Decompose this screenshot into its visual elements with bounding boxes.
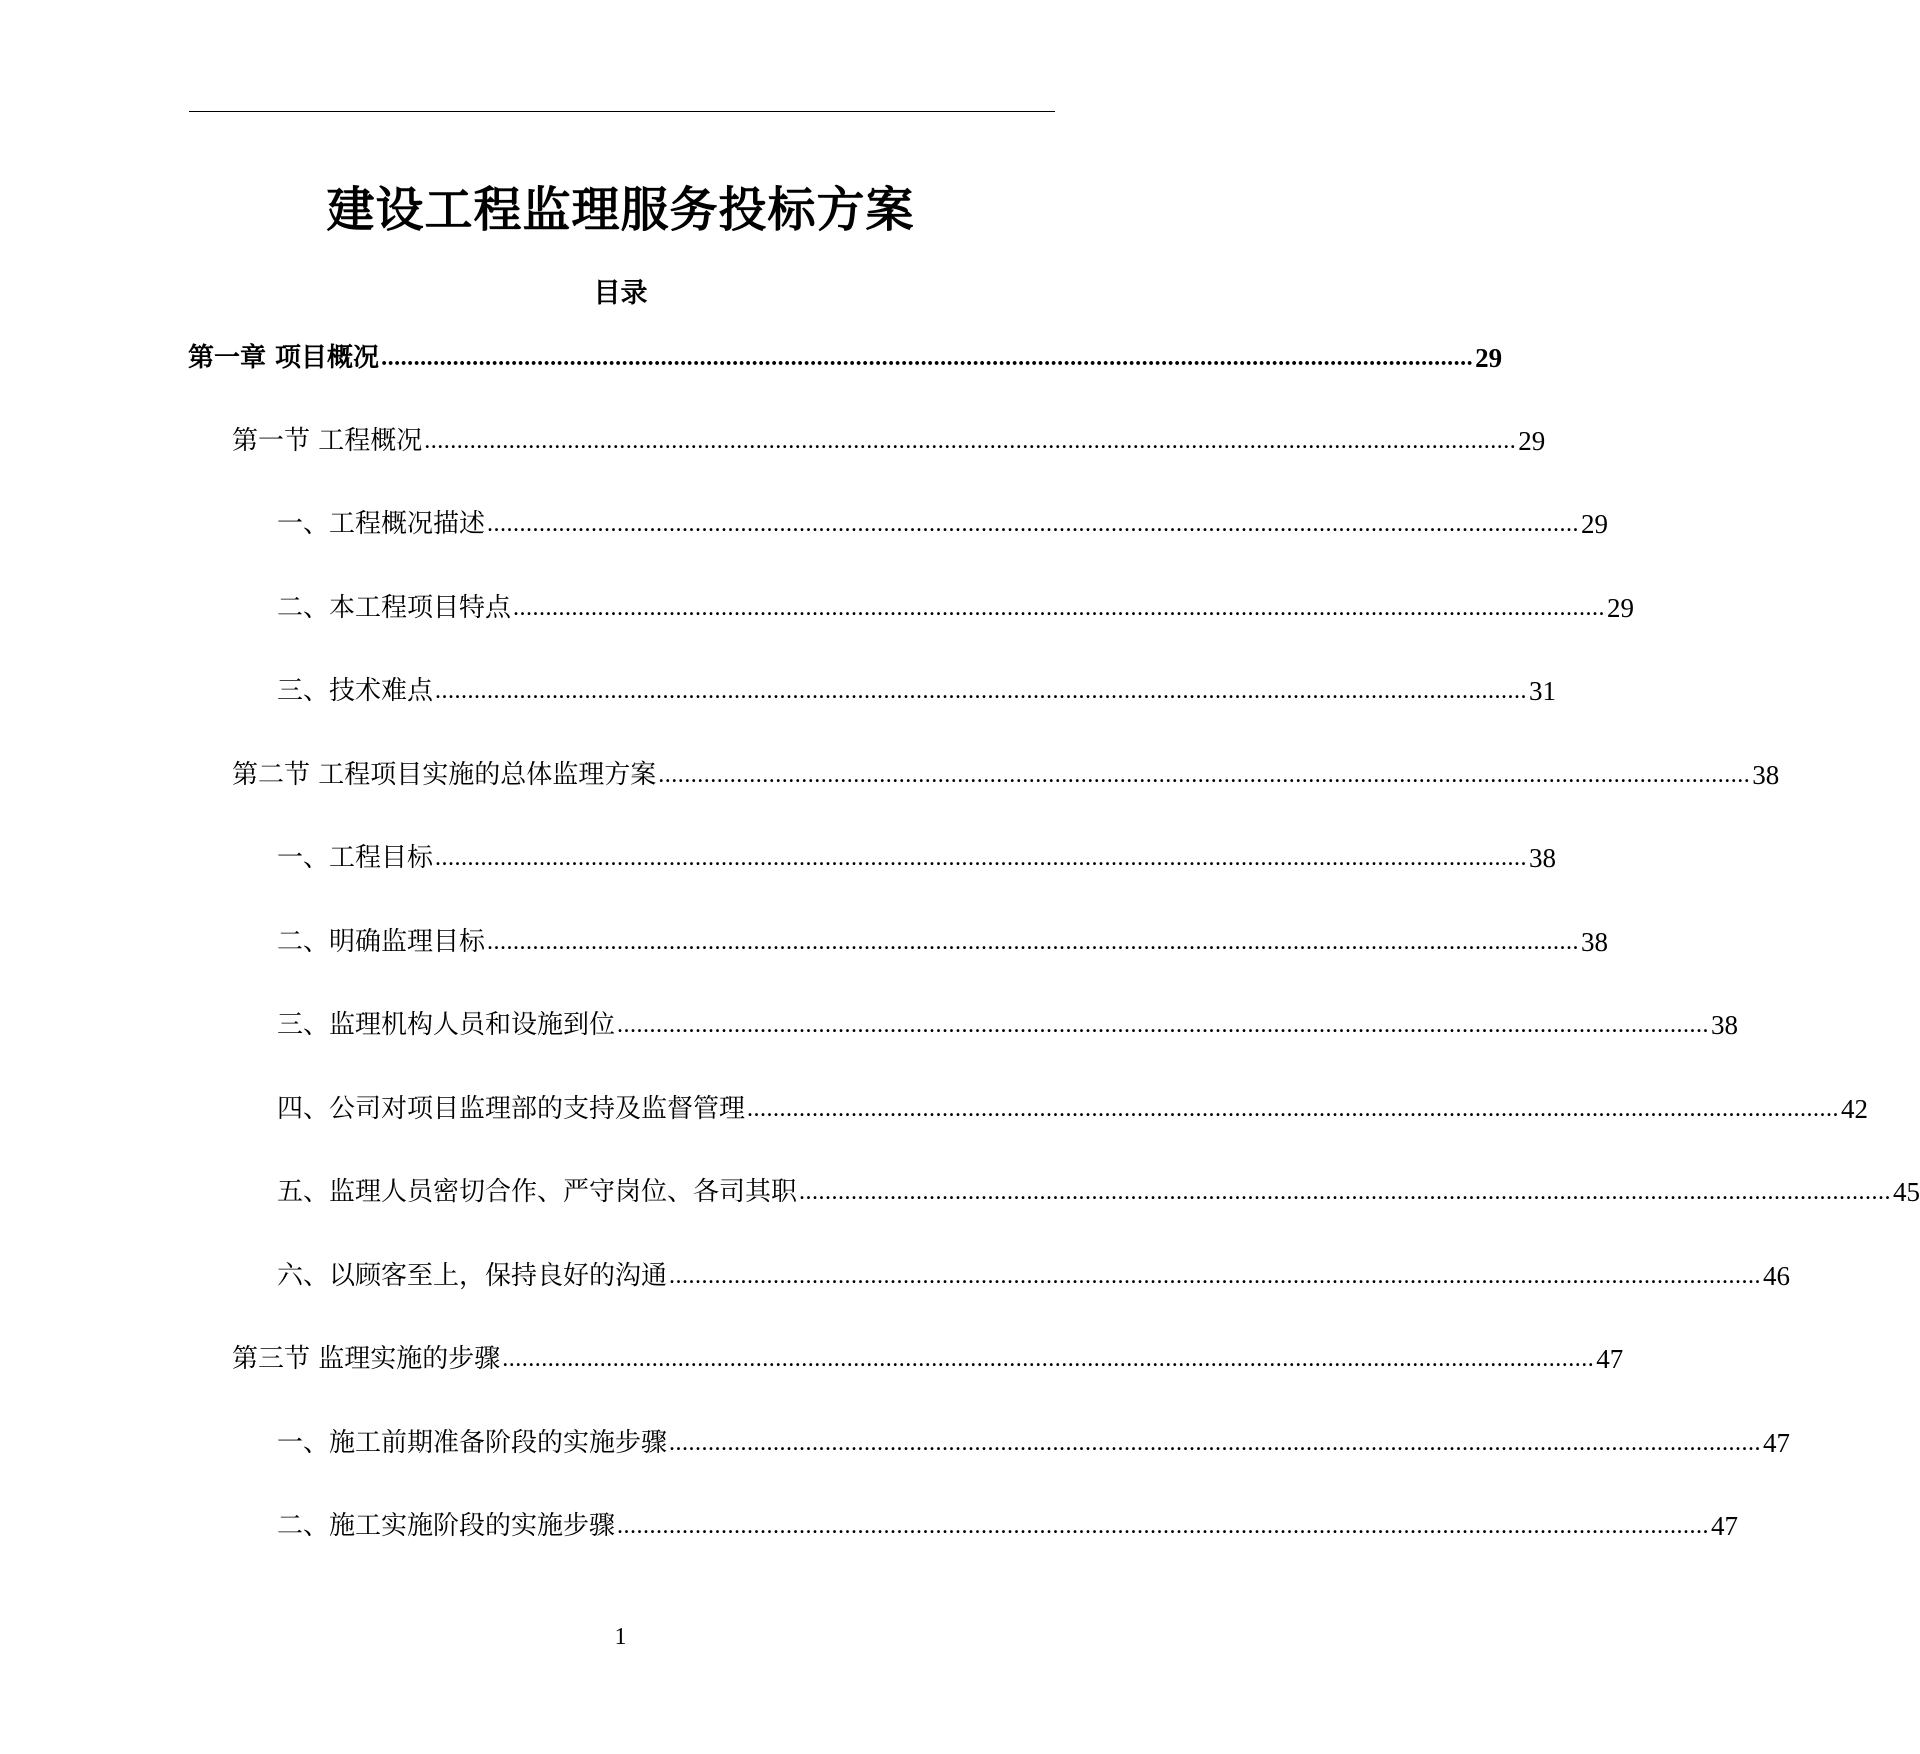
toc-entry-page: 29: [1475, 343, 1503, 373]
toc-entry-title: 二、本工程项目特点: [277, 593, 512, 623]
toc-entry-subsection[interactable]: [277, 588, 1635, 628]
dot-leader: ........................................................................................................................................................................: [617, 1012, 1710, 1038]
page-number: 1: [614, 1624, 627, 1650]
toc-entry-chapter-1[interactable]: [188, 338, 1503, 378]
toc-heading: 目录: [593, 278, 648, 309]
toc-entry-subsection[interactable]: [277, 1172, 1920, 1212]
toc-entry-page: 47: [1596, 1344, 1624, 1374]
dot-leader: ........................................................................................................................................................................: [658, 762, 1751, 788]
toc-entry-title: 一、施工前期准备阶段的实施步骤: [277, 1428, 668, 1458]
toc-entry-subsection[interactable]: [277, 1506, 1739, 1546]
toc-entry-page: 45: [1893, 1177, 1920, 1207]
toc-entry-section[interactable]: [232, 421, 1546, 461]
toc-entry-title: 一、工程概况描述: [277, 509, 486, 539]
toc-entry-title: 第一章 项目概况: [188, 343, 380, 373]
header-rule: [189, 111, 1055, 112]
toc-entry-subsection[interactable]: [277, 504, 1609, 544]
toc-entry-title: 第三节 监理实施的步骤: [232, 1344, 501, 1374]
document-title: 建设工程监理服务投标方案: [326, 182, 915, 238]
dot-leader: ........................................................................................................................................................................: [381, 345, 1474, 371]
dot-leader: ........................................................................................................................................................................: [424, 428, 1517, 454]
toc-entry-subsection[interactable]: [277, 1089, 1869, 1129]
toc-entry-page: 29: [1607, 593, 1635, 623]
toc-entry-page: 47: [1711, 1511, 1739, 1541]
dot-leader: ........................................................................................................................................................................: [435, 845, 1528, 871]
toc-entry-subsection[interactable]: [277, 1423, 1791, 1463]
toc-entry-subsection[interactable]: [277, 922, 1609, 962]
toc-entry-page: 42: [1841, 1094, 1869, 1124]
dot-leader: ........................................................................................................................................................................: [487, 511, 1580, 537]
toc-entry-page: 38: [1529, 843, 1557, 873]
dot-leader: ........................................................................................................................................................................: [513, 595, 1606, 621]
toc-entry-page: 38: [1752, 760, 1780, 790]
dot-leader: ........................................................................................................................................................................: [617, 1513, 1710, 1539]
dot-leader: ........................................................................................................................................................................: [487, 929, 1580, 955]
toc-entry-title: 三、技术难点: [277, 676, 434, 706]
dot-leader: ........................................................................................................................................................................: [747, 1096, 1840, 1122]
toc-entry-page: 38: [1711, 1010, 1739, 1040]
toc-entry-title: 二、施工实施阶段的实施步骤: [277, 1511, 616, 1541]
toc-entry-title: 第二节 工程项目实施的总体监理方案: [232, 760, 657, 790]
toc-entry-page: 46: [1763, 1261, 1791, 1291]
toc-entry-subsection[interactable]: [277, 671, 1557, 711]
toc-entry-title: 二、明确监理目标: [277, 927, 486, 957]
toc-entry-section[interactable]: [232, 755, 1780, 795]
toc-entry-title: 第一节 工程概况: [232, 426, 423, 456]
toc-entry-page: 29: [1581, 509, 1609, 539]
dot-leader: ........................................................................................................................................................................: [669, 1263, 1762, 1289]
toc-entry-title: 四、公司对项目监理部的支持及监督管理: [277, 1094, 746, 1124]
dot-leader: ........................................................................................................................................................................: [502, 1346, 1595, 1372]
toc-entry-page: 38: [1581, 927, 1609, 957]
toc-entry-page: 47: [1763, 1428, 1791, 1458]
toc-entry-section[interactable]: [232, 1339, 1624, 1379]
toc-entry-subsection[interactable]: [277, 1005, 1739, 1045]
toc-entry-page: 31: [1529, 676, 1557, 706]
toc-entry-title: 六、以顾客至上，保持良好的沟通: [277, 1261, 668, 1291]
toc-entry-subsection[interactable]: [277, 838, 1557, 878]
toc-entry-title: 三、监理机构人员和设施到位: [277, 1010, 616, 1040]
dot-leader: ........................................................................................................................................................................: [669, 1430, 1762, 1456]
dot-leader: ........................................................................................................................................................................: [435, 678, 1528, 704]
toc-entry-title: 一、工程目标: [277, 843, 434, 873]
toc-entry-subsection[interactable]: [277, 1256, 1791, 1296]
toc-entry-title: 五、监理人员密切合作、严守岗位、各司其职: [277, 1177, 798, 1207]
dot-leader: ........................................................................................................................................................................: [799, 1179, 1892, 1205]
toc-entry-page: 29: [1518, 426, 1546, 456]
